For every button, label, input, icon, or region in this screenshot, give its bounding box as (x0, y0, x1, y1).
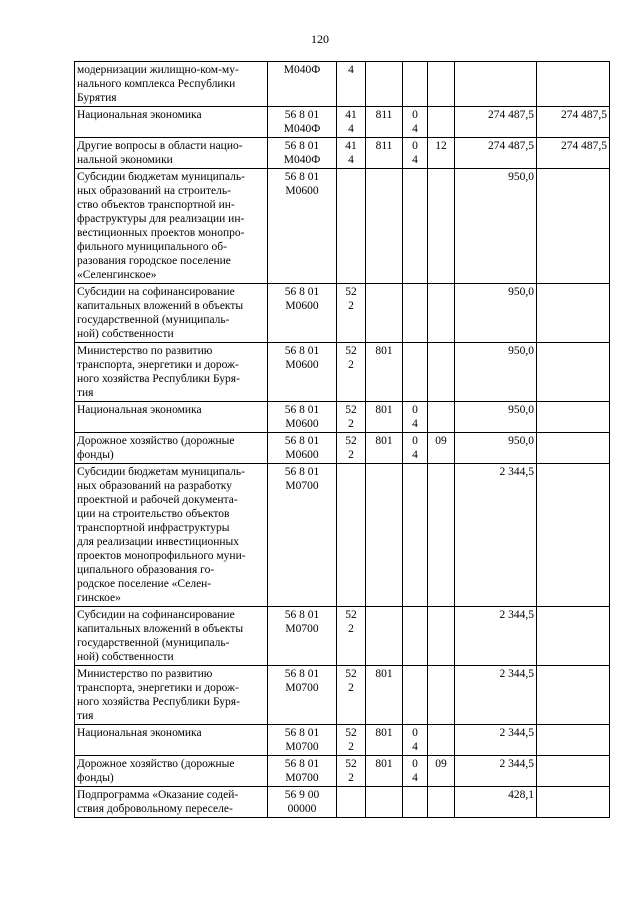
cell-line: 801 (375, 727, 393, 739)
expense-type-cell (337, 607, 366, 666)
cell-line: 52 (345, 609, 357, 621)
cell-line: транспорта, энергетики и дорож- (77, 359, 239, 371)
amount-1-cell (455, 787, 537, 818)
cell-line: 0 (412, 727, 418, 739)
target-article-cell (268, 666, 337, 725)
cell-line: М040Ф (283, 123, 321, 135)
cell-line: нального комплекса Республики (77, 78, 236, 90)
cell-line: Национальная экономика (77, 727, 202, 739)
cell-line: 56 8 01 (284, 758, 320, 770)
cell-line: 09 (435, 758, 447, 770)
subsection-cell (428, 756, 455, 787)
cell-line: 2 (348, 359, 354, 371)
cell-line: тия (77, 710, 94, 722)
amount-2-cell (537, 433, 610, 464)
amount-2-cell (537, 107, 610, 138)
cell-value: 274 487,5 (488, 140, 534, 152)
cell-line: 4 (348, 123, 354, 135)
cell-line: 0 (412, 404, 418, 416)
amount-2-cell (537, 138, 610, 169)
ministry-code-cell (366, 464, 403, 607)
amount-1-cell (455, 138, 537, 169)
subsection-cell (428, 433, 455, 464)
amount-1-cell (455, 464, 537, 607)
cell-line: 52 (345, 727, 357, 739)
cell-line: 4 (412, 123, 418, 135)
cell-line: 811 (375, 109, 393, 121)
cell-line: 4 (412, 772, 418, 784)
cell-line: М0700 (285, 741, 319, 753)
cell-line: нальной экономики (77, 154, 173, 166)
cell-line: 2 (348, 623, 354, 635)
item-name-cell (75, 787, 268, 818)
cell-value: 274 487,5 (561, 140, 607, 152)
cell-line: Бурятия (77, 92, 117, 104)
target-article-cell (268, 138, 337, 169)
expense-type-cell (337, 402, 366, 433)
cell-line: М040Ф (283, 64, 321, 76)
item-name-cell (75, 464, 268, 607)
cell-line: Субсидии бюджетам муниципаль- (77, 171, 245, 183)
cell-value: 2 344,5 (499, 727, 534, 739)
cell-line: модернизации жилищно-ком-му- (77, 64, 239, 76)
amount-2-cell (537, 62, 610, 107)
cell-line: 41 (345, 109, 357, 121)
cell-line: ной) собственности (77, 328, 174, 340)
amount-2-cell (537, 402, 610, 433)
ministry-code-cell (366, 787, 403, 818)
cell-line: 56 8 01 (284, 404, 320, 416)
cell-line: ных образований на строитель- (77, 185, 231, 197)
ministry-code-cell (366, 433, 403, 464)
cell-line: государственной (муниципаль- (77, 314, 230, 326)
section-cell (403, 343, 428, 402)
amount-1-cell (455, 433, 537, 464)
table-row (75, 402, 610, 433)
cell-line: М0600 (285, 300, 319, 312)
ministry-code-cell (366, 343, 403, 402)
cell-line: транспортной инфраструктуры (77, 522, 230, 534)
cell-line: 00000 (287, 803, 317, 815)
section-cell (403, 402, 428, 433)
table-row (75, 343, 610, 402)
item-name-cell (75, 107, 268, 138)
cell-line: 56 8 01 (284, 668, 320, 680)
cell-line: Национальная экономика (77, 109, 202, 121)
ministry-code-cell (366, 756, 403, 787)
subsection-cell (428, 169, 455, 284)
subsection-cell (428, 787, 455, 818)
cell-line: вестиционных проектов монопро- (77, 227, 245, 239)
ministry-code-cell (366, 169, 403, 284)
cell-line: 56 8 01 (284, 727, 320, 739)
item-name-cell (75, 343, 268, 402)
cell-line: транспорта, энергетики и дорож- (77, 682, 239, 694)
item-name-cell (75, 756, 268, 787)
cell-line: проектной и рабочей документа- (77, 494, 238, 506)
cell-value: 950,0 (508, 404, 534, 416)
cell-line: ции на строительство объектов (77, 508, 230, 520)
cell-line: 2 (348, 418, 354, 430)
cell-value: 274 487,5 (561, 109, 607, 121)
table-row (75, 756, 610, 787)
subsection-cell (428, 607, 455, 666)
table-row (75, 464, 610, 607)
item-name-cell (75, 725, 268, 756)
cell-line: ного хозяйства Республики Буря- (77, 696, 240, 708)
cell-line: фильного муниципального об- (77, 241, 227, 253)
section-cell (403, 169, 428, 284)
item-name-cell (75, 607, 268, 666)
cell-line: 0 (412, 758, 418, 770)
cell-line: 12 (435, 140, 447, 152)
cell-line: ных образований на разработку (77, 480, 232, 492)
amount-1-cell (455, 62, 537, 107)
cell-line: Дорожное хозяйство (дорожные (77, 758, 235, 770)
cell-value: 2 344,5 (499, 609, 534, 621)
cell-line: 52 (345, 435, 357, 447)
cell-line: тия (77, 387, 94, 399)
cell-line: 52 (345, 758, 357, 770)
amount-2-cell (537, 607, 610, 666)
cell-line: для реализации инвестиционных (77, 536, 240, 548)
amount-2-cell (537, 666, 610, 725)
expense-type-cell (337, 107, 366, 138)
section-cell (403, 756, 428, 787)
cell-line: разования городское поселение (77, 255, 231, 267)
cell-line: 801 (375, 758, 393, 770)
cell-line: государственной (муниципаль- (77, 637, 230, 649)
amount-2-cell (537, 725, 610, 756)
cell-line: «Селенгинское» (77, 269, 157, 281)
item-name-cell (75, 169, 268, 284)
cell-line: М0600 (285, 359, 319, 371)
amount-2-cell (537, 169, 610, 284)
expense-type-cell (337, 725, 366, 756)
expense-type-cell (337, 787, 366, 818)
cell-line: 56 8 01 (284, 435, 320, 447)
cell-line: 56 8 01 (284, 609, 320, 621)
expense-type-cell (337, 169, 366, 284)
section-cell (403, 464, 428, 607)
expense-type-cell (337, 433, 366, 464)
expense-type-cell (337, 464, 366, 607)
cell-line: фраструктуры для реализации ин- (77, 213, 245, 225)
section-cell (403, 107, 428, 138)
item-name-cell (75, 402, 268, 433)
cell-line: гинское» (77, 592, 121, 604)
cell-line: М0700 (285, 772, 319, 784)
cell-line: фонды) (77, 772, 114, 784)
cell-line: 4 (412, 449, 418, 461)
section-cell (403, 284, 428, 343)
cell-line: 4 (348, 154, 354, 166)
subsection-cell (428, 62, 455, 107)
cell-line: Министерство по развитию (77, 345, 213, 357)
section-cell (403, 138, 428, 169)
section-cell (403, 725, 428, 756)
cell-line: Дорожное хозяйство (дорожные (77, 435, 235, 447)
section-cell (403, 787, 428, 818)
cell-line: М0700 (285, 480, 319, 492)
target-article-cell (268, 169, 337, 284)
cell-line: Другие вопросы в области нацио- (77, 140, 243, 152)
table-row (75, 787, 610, 818)
target-article-cell (268, 725, 337, 756)
expense-type-cell (337, 666, 366, 725)
table-row (75, 138, 610, 169)
cell-value: 950,0 (508, 345, 534, 357)
cell-line: 0 (412, 435, 418, 447)
target-article-cell (268, 433, 337, 464)
cell-line: 52 (345, 668, 357, 680)
subsection-cell (428, 666, 455, 725)
target-article-cell (268, 284, 337, 343)
cell-value: 2 344,5 (499, 758, 534, 770)
table-row (75, 169, 610, 284)
subsection-cell (428, 284, 455, 343)
table-row (75, 725, 610, 756)
cell-line: 801 (375, 345, 393, 357)
cell-line: Министерство по развитию (77, 668, 213, 680)
cell-line: 56 8 01 (284, 286, 320, 298)
cell-line: Субсидии на софинансирование (77, 286, 235, 298)
amount-2-cell (537, 756, 610, 787)
cell-line: ного хозяйства Республики Буря- (77, 373, 240, 385)
cell-line: 56 9 00 (284, 789, 320, 801)
item-name-cell (75, 284, 268, 343)
cell-value: 428,1 (508, 789, 534, 801)
cell-line: ствия добровольному переселе- (77, 803, 233, 815)
amount-2-cell (537, 464, 610, 607)
cell-line: М0600 (285, 449, 319, 461)
expense-type-cell (337, 62, 366, 107)
cell-line: Подпрограмма «Оказание содей- (77, 789, 239, 801)
cell-value: 950,0 (508, 171, 534, 183)
cell-line: 4 (412, 741, 418, 753)
cell-value: 950,0 (508, 435, 534, 447)
table-row (75, 62, 610, 107)
ministry-code-cell (366, 725, 403, 756)
page-number: 120 (311, 32, 329, 46)
subsection-cell (428, 402, 455, 433)
amount-2-cell (537, 343, 610, 402)
section-cell (403, 433, 428, 464)
table-row (75, 433, 610, 464)
table-row (75, 107, 610, 138)
amount-1-cell (455, 402, 537, 433)
section-cell (403, 666, 428, 725)
cell-line: родское поселение «Селен- (77, 578, 212, 590)
cell-line: Национальная экономика (77, 404, 202, 416)
cell-value: 950,0 (508, 286, 534, 298)
cell-line: 4 (412, 418, 418, 430)
expense-type-cell (337, 756, 366, 787)
cell-line: 2 (348, 682, 354, 694)
cell-line: Субсидии на софинансирование (77, 609, 235, 621)
cell-line: 41 (345, 140, 357, 152)
cell-line: 2 (348, 741, 354, 753)
cell-line: ципального образования го- (77, 564, 215, 576)
cell-line: М040Ф (283, 154, 321, 166)
cell-line: 801 (375, 435, 393, 447)
table-row (75, 284, 610, 343)
ministry-code-cell (366, 284, 403, 343)
subsection-cell (428, 464, 455, 607)
cell-value: 2 344,5 (499, 668, 534, 680)
target-article-cell (268, 62, 337, 107)
cell-line: ной) собственности (77, 651, 174, 663)
cell-line: капитальных вложений в объекты (77, 300, 244, 312)
cell-line: ство объектов транспортной ин- (77, 199, 235, 211)
cell-line: 2 (348, 772, 354, 784)
cell-line: 2 (348, 449, 354, 461)
target-article-cell (268, 607, 337, 666)
item-name-cell (75, 666, 268, 725)
cell-line: 52 (345, 345, 357, 357)
expense-type-cell (337, 284, 366, 343)
cell-line: фонды) (77, 449, 114, 461)
expense-type-cell (337, 138, 366, 169)
cell-line: 801 (375, 404, 393, 416)
cell-line: капитальных вложений в объекты (77, 623, 244, 635)
cell-line: 09 (435, 435, 447, 447)
expense-type-cell (337, 343, 366, 402)
amount-1-cell (455, 756, 537, 787)
cell-line: Субсидии бюджетам муниципаль- (77, 466, 245, 478)
section-cell (403, 62, 428, 107)
target-article-cell (268, 343, 337, 402)
subsection-cell (428, 343, 455, 402)
cell-line: проектов монопрофильного муни- (77, 550, 246, 562)
cell-line: 2 (348, 300, 354, 312)
target-article-cell (268, 464, 337, 607)
table-row (75, 607, 610, 666)
item-name-cell (75, 138, 268, 169)
target-article-cell (268, 107, 337, 138)
cell-line: 52 (345, 286, 357, 298)
cell-line: 0 (412, 109, 418, 121)
amount-1-cell (455, 343, 537, 402)
ministry-code-cell (366, 607, 403, 666)
amount-1-cell (455, 107, 537, 138)
amount-1-cell (455, 607, 537, 666)
target-article-cell (268, 756, 337, 787)
cell-line: М0600 (285, 185, 319, 197)
cell-line: 56 8 01 (284, 345, 320, 357)
amount-1-cell (455, 725, 537, 756)
cell-line: 4 (412, 154, 418, 166)
cell-line: 56 8 01 (284, 109, 320, 121)
cell-line: 801 (375, 668, 393, 680)
subsection-cell (428, 138, 455, 169)
table-row (75, 666, 610, 725)
cell-line: 56 8 01 (284, 140, 320, 152)
ministry-code-cell (366, 402, 403, 433)
cell-line: 56 8 01 (284, 466, 320, 478)
cell-line: 4 (348, 64, 354, 76)
subsection-cell (428, 725, 455, 756)
cell-line: 56 8 01 (284, 171, 320, 183)
amount-2-cell (537, 284, 610, 343)
cell-value: 274 487,5 (488, 109, 534, 121)
cell-line: 0 (412, 140, 418, 152)
budget-table-body (75, 62, 610, 818)
cell-line: 52 (345, 404, 357, 416)
target-article-cell (268, 787, 337, 818)
amount-1-cell (455, 284, 537, 343)
cell-line: М0700 (285, 623, 319, 635)
item-name-cell (75, 433, 268, 464)
ministry-code-cell (366, 138, 403, 169)
cell-line: М0700 (285, 682, 319, 694)
target-article-cell (268, 402, 337, 433)
item-name-cell (75, 62, 268, 107)
subsection-cell (428, 107, 455, 138)
amount-2-cell (537, 787, 610, 818)
section-cell (403, 607, 428, 666)
cell-line: 811 (375, 140, 393, 152)
amount-1-cell (455, 169, 537, 284)
budget-table (74, 61, 610, 818)
cell-value: 2 344,5 (499, 466, 534, 478)
cell-line: М0600 (285, 418, 319, 430)
amount-1-cell (455, 666, 537, 725)
ministry-code-cell (366, 62, 403, 107)
ministry-code-cell (366, 107, 403, 138)
ministry-code-cell (366, 666, 403, 725)
